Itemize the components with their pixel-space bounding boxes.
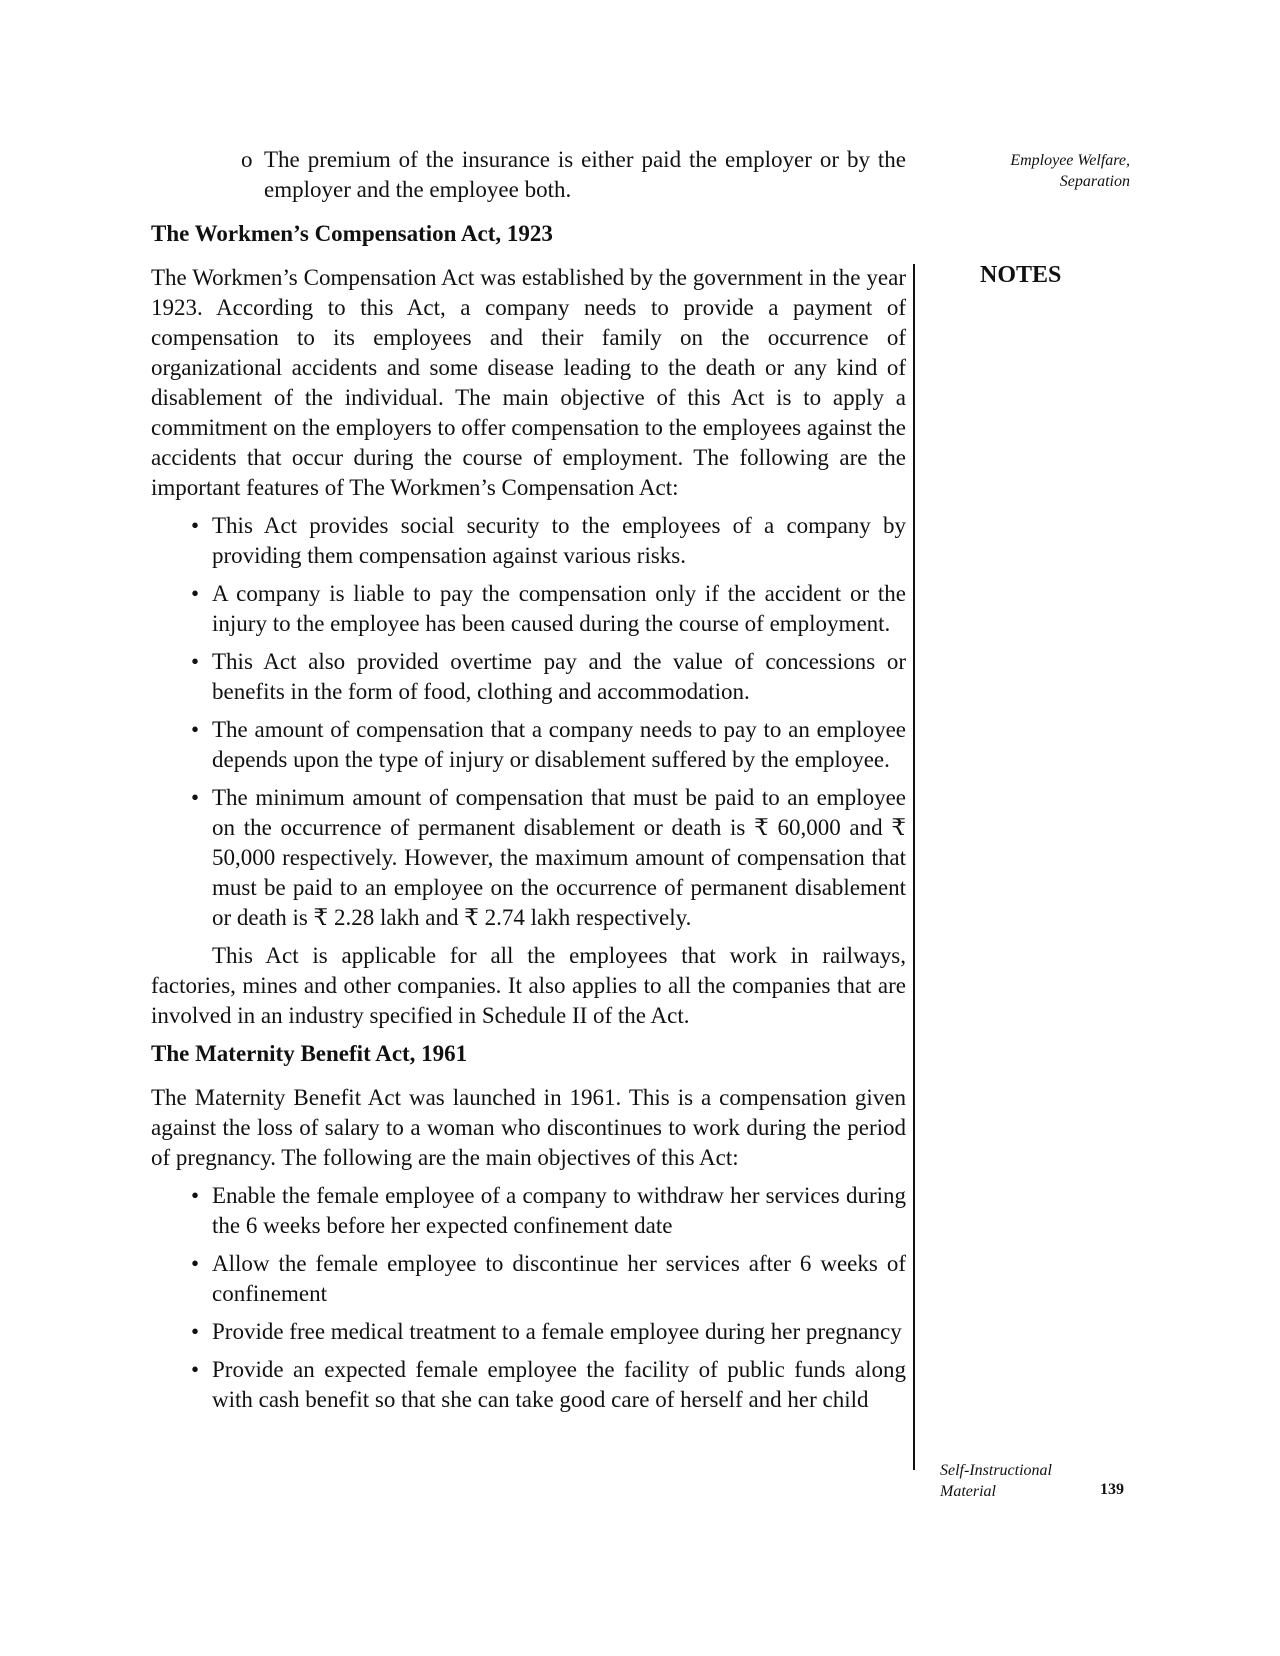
page-number: 139 [1100, 1481, 1124, 1498]
footer-label-line-1: Self-Instructional [940, 1462, 1052, 1479]
list-item-text: Provide an expected female employee the facility of public funds along with cash benefit so that she can take good care of herself and her child [212, 1357, 906, 1412]
list-item [151, 647, 906, 707]
list-item-text: A company is liable to pay the compensation only if the accident or the injury to the employee has been caused during the course of employment. [212, 581, 906, 636]
margin-rule [913, 264, 915, 1470]
bullet-icon: • [191, 581, 200, 606]
bullet-icon: • [191, 649, 200, 674]
running-head [960, 150, 1130, 192]
list-item [151, 715, 906, 775]
list-item-text: Enable the female employee of a company to withdraw her services during the 6 weeks before her expected confinement date [212, 1183, 906, 1238]
list-item [151, 783, 906, 933]
list-item-text: Allow the female employee to discontinue her services after 6 weeks of confinement [212, 1251, 906, 1306]
running-head-line-2: Separation [1059, 173, 1130, 190]
bullet-icon: • [191, 1319, 200, 1344]
list-item [151, 1355, 906, 1415]
bullet-icon: • [191, 1251, 200, 1276]
list-item-text: Provide free medical treatment to a female employee during her pregnancy [212, 1319, 902, 1344]
running-head-line-1: Employee Welfare, [1010, 152, 1130, 169]
sub-bullet-text: The premium of the insurance is either paid the employer or by the employer and the employee both. [264, 147, 906, 202]
list-item-text: This Act also provided overtime pay and the value of concessions or benefits in the form of food, clothing and accommodation. [212, 649, 906, 704]
bullet-icon: • [191, 717, 200, 742]
list-item [151, 1317, 906, 1347]
paragraph-maternity-intro: The Maternity Benefit Act was launched in 1961. This is a compensation given against the loss of salary to a woman who discontinues to work during the period of pregnancy. The following are the main objectives of this Act: [151, 1085, 906, 1170]
bullet-icon: • [191, 513, 200, 538]
bullet-list-maternity-objectives [151, 1181, 906, 1415]
sub-bullet-marker: o [241, 147, 253, 172]
notes-label: NOTES [980, 262, 1062, 288]
paragraph-workmens-intro: The Workmen’s Compensation Act was established by the government in the year 1923. According to this Act, a company needs to provide a payment of compensation to its employees and their family on the occurrence of organizational accidents and some disease leading to the death or any kind of disablement of the individual. The main objective of this Act is to apply a commitment on the employers to offer compensation to the employees against the accidents that occur during the course of employment. The following are the important features of The Workmen’s Compensation Act: [151, 265, 906, 500]
section-heading-maternity-benefit: The Maternity Benefit Act, 1961 [151, 1041, 468, 1066]
bullet-icon: • [191, 1357, 200, 1382]
footer-label-line-2: Material [940, 1483, 996, 1500]
list-item-text: The amount of compensation that a company needs to pay to an employee depends upon the type of injury or disablement suffered by the employee. [212, 717, 906, 772]
bullet-icon: • [191, 1183, 200, 1208]
list-item [151, 579, 906, 639]
list-item [151, 1181, 906, 1241]
bullet-icon: • [191, 785, 200, 810]
footer-label [940, 1460, 1090, 1502]
sub-bullet-item [151, 145, 906, 205]
main-content [151, 145, 906, 1423]
section-heading-workmens-compensation: The Workmen’s Compensation Act, 1923 [151, 221, 553, 246]
list-item-text: The minimum amount of compensation that must be paid to an employee on the occurrence of permanent disablement or death is ₹ 60,000 and ₹ 50,000 respectively. However, the maximum amount of compensation that must be paid to an employee on the occurrence of permanent disablement or death is ₹ 2.28 lakh and ₹ 2.74 lakh respectively. [212, 785, 906, 930]
paragraph-workmens-applicability: This Act is applicable for all the employees that work in railways, factories, mines and other companies. It also applies to all the companies that are involved in an industry specified in Schedule II of the Act. [151, 943, 906, 1028]
bullet-list-workmens-features [151, 511, 906, 933]
list-item [151, 1249, 906, 1309]
list-item [151, 511, 906, 571]
list-item-text: This Act provides social security to the employees of a company by providing them compensation against various risks. [212, 513, 906, 568]
